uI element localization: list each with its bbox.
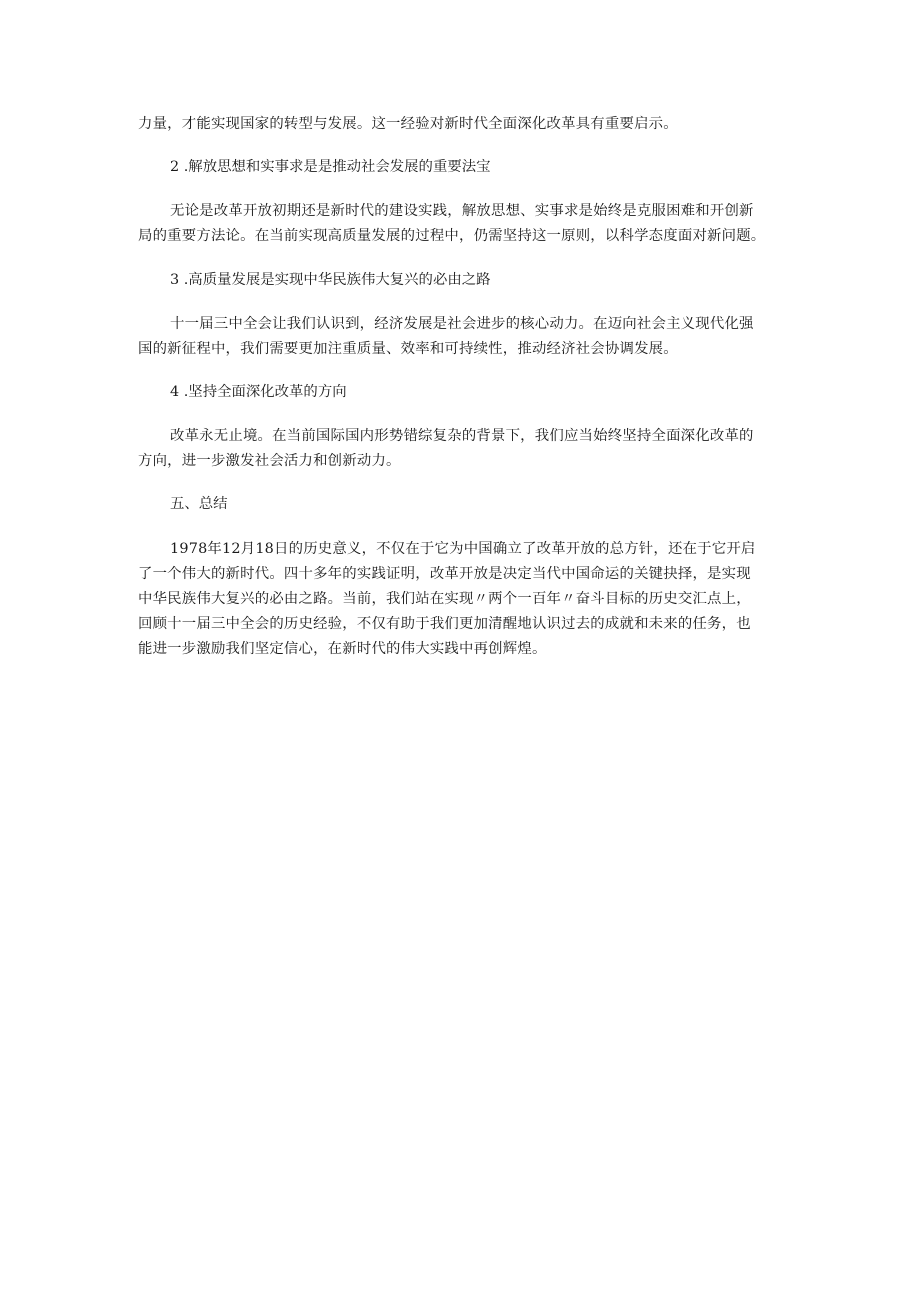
summary-paragraph-line-3: 中华民族伟大复兴的必由之路。当前，我们站在实现〃两个一百年〃奋斗目标的历史交汇点上， [138, 591, 751, 607]
summary-heading: 五、总结 [170, 496, 228, 512]
summary-paragraph-line-5: 能进一步激励我们坚定信心，在新时代的伟大实践中再创辉煌。 [138, 641, 547, 657]
section-2-paragraph-line-2: 局的重要方法论。在当前实现高质量发展的过程中，仍需坚持这一原则，以科学态度面对新问题。 [138, 228, 766, 244]
section-3-paragraph-line-1: 十一届三中全会让我们认识到，经济发展是社会进步的核心动力。在迈向社会主义现代化强 [170, 316, 754, 332]
section-heading-3: 3 .高质量发展是实现中华民族伟大复兴的必由之路 [170, 272, 491, 288]
section-heading-4: 4 .坚持全面深化改革的方向 [170, 384, 347, 400]
summary-paragraph-line-4: 回顾十一届三中全会的历史经验，不仅有助于我们更加清醒地认识过去的成就和未来的任务，也 [138, 616, 751, 632]
summary-paragraph-line-2: 了一个伟大的新时代。四十多年的实践证明，改革开放是决定当代中国命运的关键抉择，是实现 [138, 566, 751, 582]
section-4-paragraph-line-2: 方向，进一步激发社会活力和创新动力。 [138, 453, 401, 469]
section-4-paragraph-line-1: 改革永无止境。在当前国际国内形势错综复杂的背景下，我们应当始终坚持全面深化改革的 [170, 428, 754, 444]
section-2-paragraph-line-1: 无论是改革开放初期还是新时代的建设实践，解放思想、实事求是始终是克服困难和开创新 [170, 203, 754, 219]
section-heading-2: 2 .解放思想和实事求是是推动社会发展的重要法宝 [170, 159, 491, 175]
intro-line: 力量，才能实现国家的转型与发展。这一经验对新时代全面深化改革具有重要启示。 [138, 116, 678, 132]
section-3-paragraph-line-2: 国的新征程中，我们需要更加注重质量、效率和可持续性，推动经济社会协调发展。 [138, 341, 678, 357]
summary-paragraph-line-1: 1978年12月18日的历史意义，不仅在于它为中国确立了改革开放的总方针，还在于它开启 [170, 541, 756, 557]
